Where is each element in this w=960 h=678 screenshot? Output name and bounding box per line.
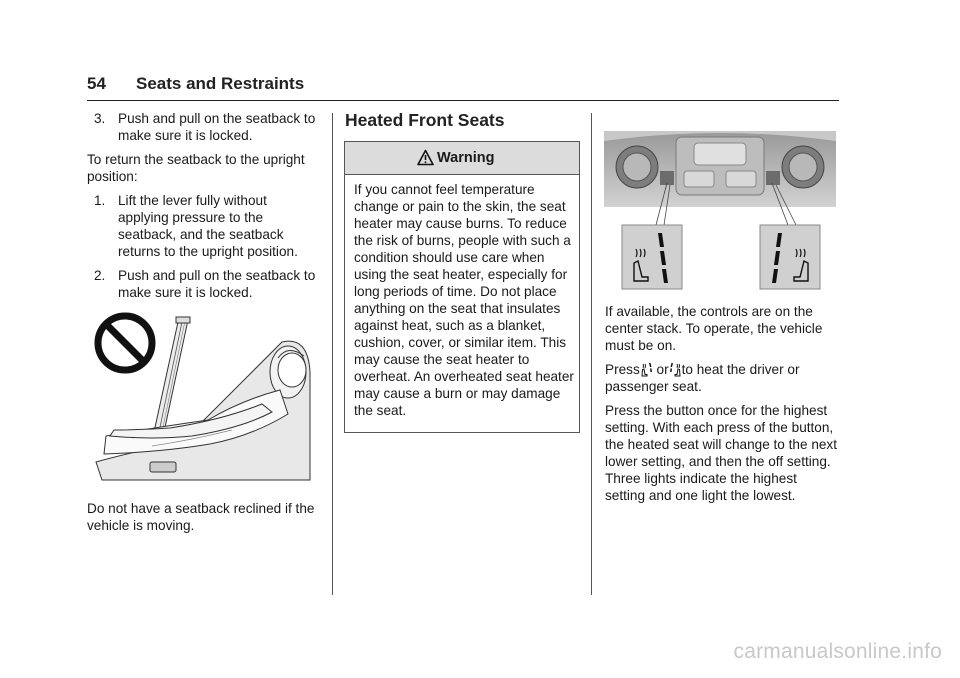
step-text: Lift the lever fully without applying pressure to the seatback, and the seatback returns to the upright position. xyxy=(118,193,298,259)
heated-seat-controls-illustration xyxy=(604,131,836,293)
list-item xyxy=(87,110,321,144)
list-item xyxy=(87,267,321,301)
prohibition-icon xyxy=(98,316,152,370)
step-number: 3. xyxy=(94,111,106,126)
press-word: Press xyxy=(605,362,640,377)
page-header xyxy=(87,72,839,101)
page-number: 54 xyxy=(87,74,106,93)
or-word: or xyxy=(656,362,669,377)
press-instruction xyxy=(605,361,839,395)
step-text: Push and pull on the seatback to make sure it is locked. xyxy=(118,268,316,300)
caution-note xyxy=(87,500,321,534)
list-item xyxy=(87,192,321,260)
return-intro: To return the seatback to the upright position: xyxy=(87,152,305,184)
caution-text: Do not have a seatback reclined if the vehicle is moving. xyxy=(87,501,315,533)
reclined-seat-illustration xyxy=(92,312,312,484)
right-column xyxy=(605,303,839,504)
step-number: 1. xyxy=(94,193,106,208)
warning-label: Warning xyxy=(437,150,495,166)
section-heading: Heated Front Seats xyxy=(345,110,505,130)
left-column xyxy=(87,110,321,301)
column-divider-left xyxy=(332,113,333,595)
driver-heated-seat-icon xyxy=(622,225,682,289)
column-divider-right xyxy=(591,113,592,595)
warning-text: If you cannot feel temperature change or pain to the skin, the seat heater may cause burns. To reduce the risk of burns, people with such a condition should use care when using the seat heater, especially for long periods of time. Do not place anything on the seat that insulates against heat, such as a blanket, cushion, cover, or similar item. This may cause the seat heater to overheat. An overheated seat heater may cause a burn or may damage the seat. xyxy=(354,182,574,418)
passenger-heated-seat-icon xyxy=(760,225,820,289)
passenger-heated-seat-icon xyxy=(669,362,682,377)
step-number: 2. xyxy=(94,268,106,283)
step-text: Push and pull on the seatback to make sure it is locked. xyxy=(118,111,316,143)
warning-triangle-icon xyxy=(417,149,434,166)
warning-box xyxy=(344,141,580,433)
section-title: Seats and Restraints xyxy=(136,74,305,93)
warning-header xyxy=(345,142,579,175)
press-rest: to heat the driver or passenger seat. xyxy=(605,362,800,394)
watermark: carmanualsonline.info xyxy=(733,640,942,663)
controls-location-text: If available, the controls are on the center stack. To operate, the vehicle must be on. xyxy=(605,304,823,353)
button-press-text: Press the button once for the highest setting. With each press of the button, the heated seat will change to the next lower setting, and then the off setting. Three lights indicate the highest setting and one light the lowest. xyxy=(605,403,838,503)
driver-heated-seat-icon xyxy=(640,362,653,377)
